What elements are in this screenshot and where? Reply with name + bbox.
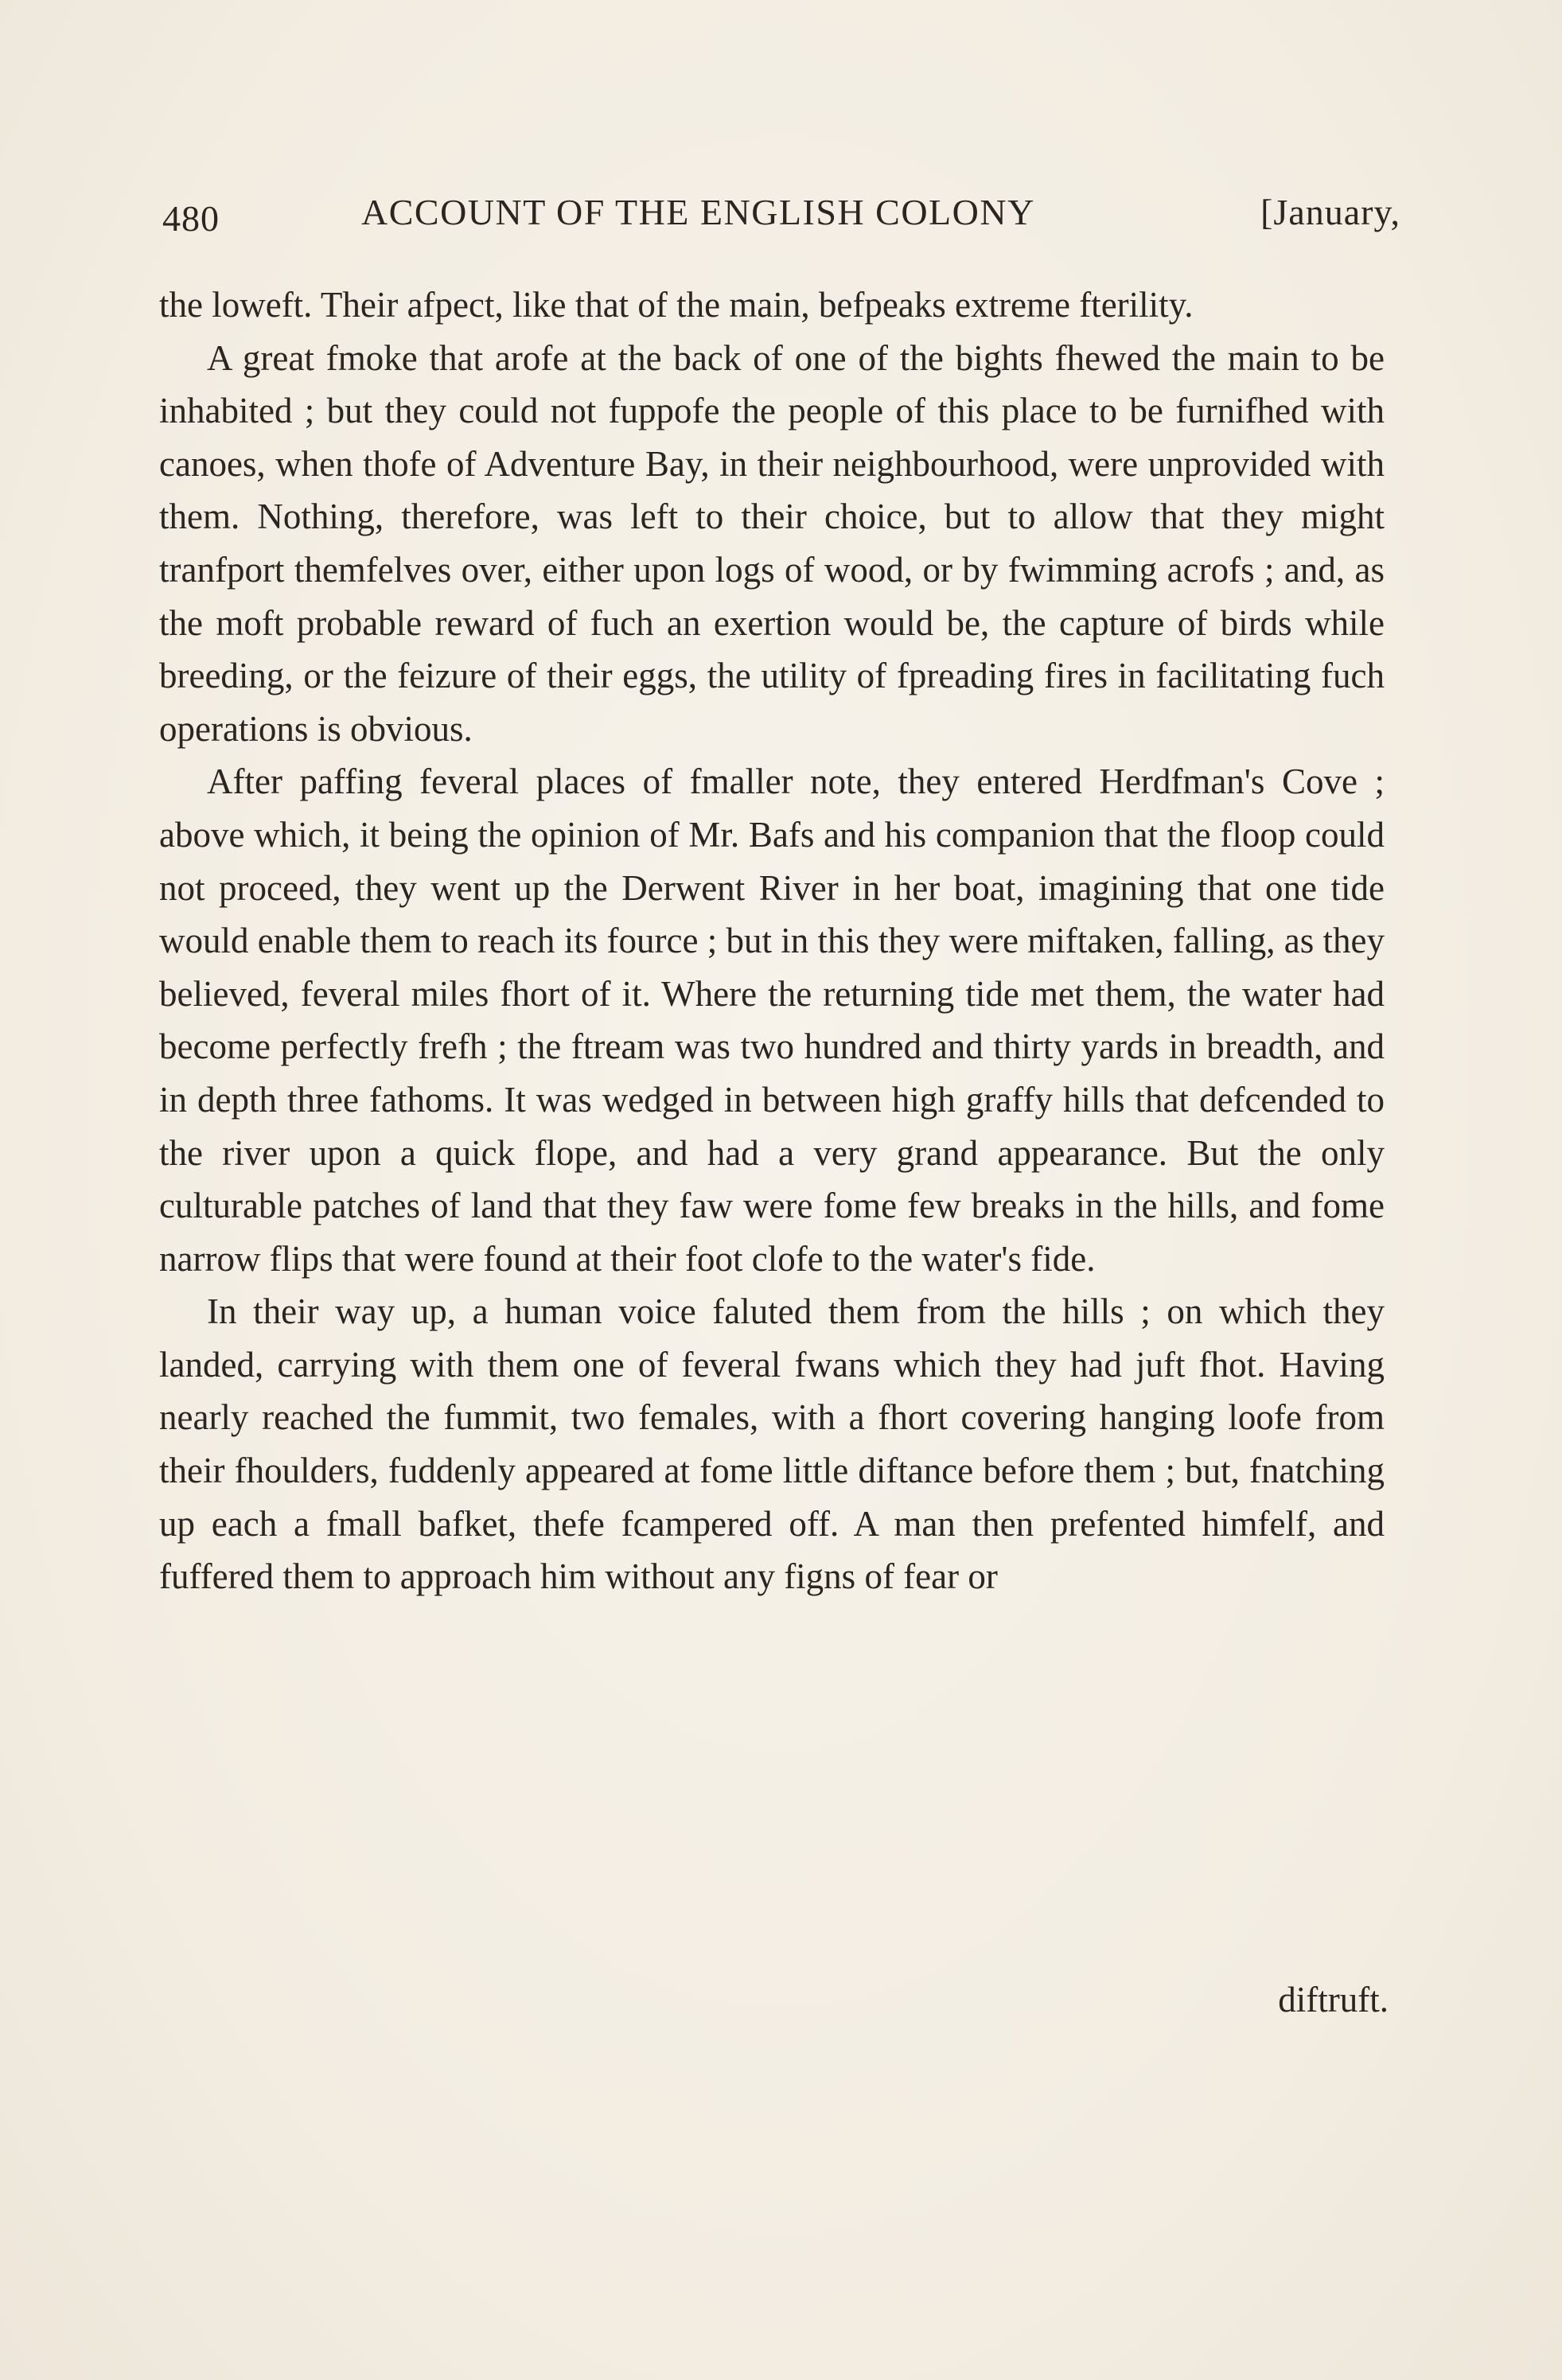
running-title: ACCOUNT OF THE ENGLISH COLONY <box>361 192 1035 232</box>
paragraph: the loweft. Their afpect, like that of the main, befpeaks extreme fterility. <box>159 285 1194 325</box>
paragraph: After paffing feveral places of fmaller note, they entered Herdfman's Cove ; above which, it being the opinion of Mr. Bafs and his companion that the floop could not proceed, they went up the Derwent River in her boat, imagining that one tide would enable them to reach its fource ; but in this they were miftaken, falling, as they believed, feveral miles fhort of it. Where the returning tide met them, the water had become perfectly frefh ; the ftream was two hundred and thirty yards in breadth, and in depth three fathoms. It was wedged in between high graffy hills that defcended to the river upon a quick flope, and had a very grand appearance. But the only culturable patches of land that they faw were fome few breaks in the hills, and fome narrow flips that were found at their foot clofe to the water's fide. <box>159 762 1385 1279</box>
paragraph: A great fmoke that arofe at the back of one of the bights fhewed the main to be inhabited ; but they could not fuppofe the people of this place to be furnifhed with canoes, when thofe of Adventure Bay, in their neighbourhood, were unprovided with them. Nothing, therefore, was left to their choice, but to allow that they might tranfport themfelves over, either upon logs of wood, or by fwimming acrofs ; and, as the moft probable reward of fuch an exertion would be, the capture of birds while breeding, or the feizure of their eggs, the utility of fpreading fires in facilitating fuch operations is obvious. <box>159 337 1385 749</box>
body-text <box>159 279 1385 1603</box>
page-header <box>162 191 1400 247</box>
paragraph: In their way up, a human voice faluted them from the hills ; on which they landed, carrying with them one of feveral fwans which they had juft fhot. Having nearly reached the fummit, two females, with a fhort covering hanging loofe from their fhoulders, fuddenly appeared at fome little diftance before them ; but, fnatching up each a fmall bafket, thefe fcampered off. A man then prefented himfelf, and fuffered them to approach him without any figns of fear or <box>159 1291 1385 1597</box>
page-number: 480 <box>162 198 220 239</box>
running-section: [January, <box>1260 192 1400 232</box>
catchword: diftruft. <box>1278 1980 1389 2020</box>
